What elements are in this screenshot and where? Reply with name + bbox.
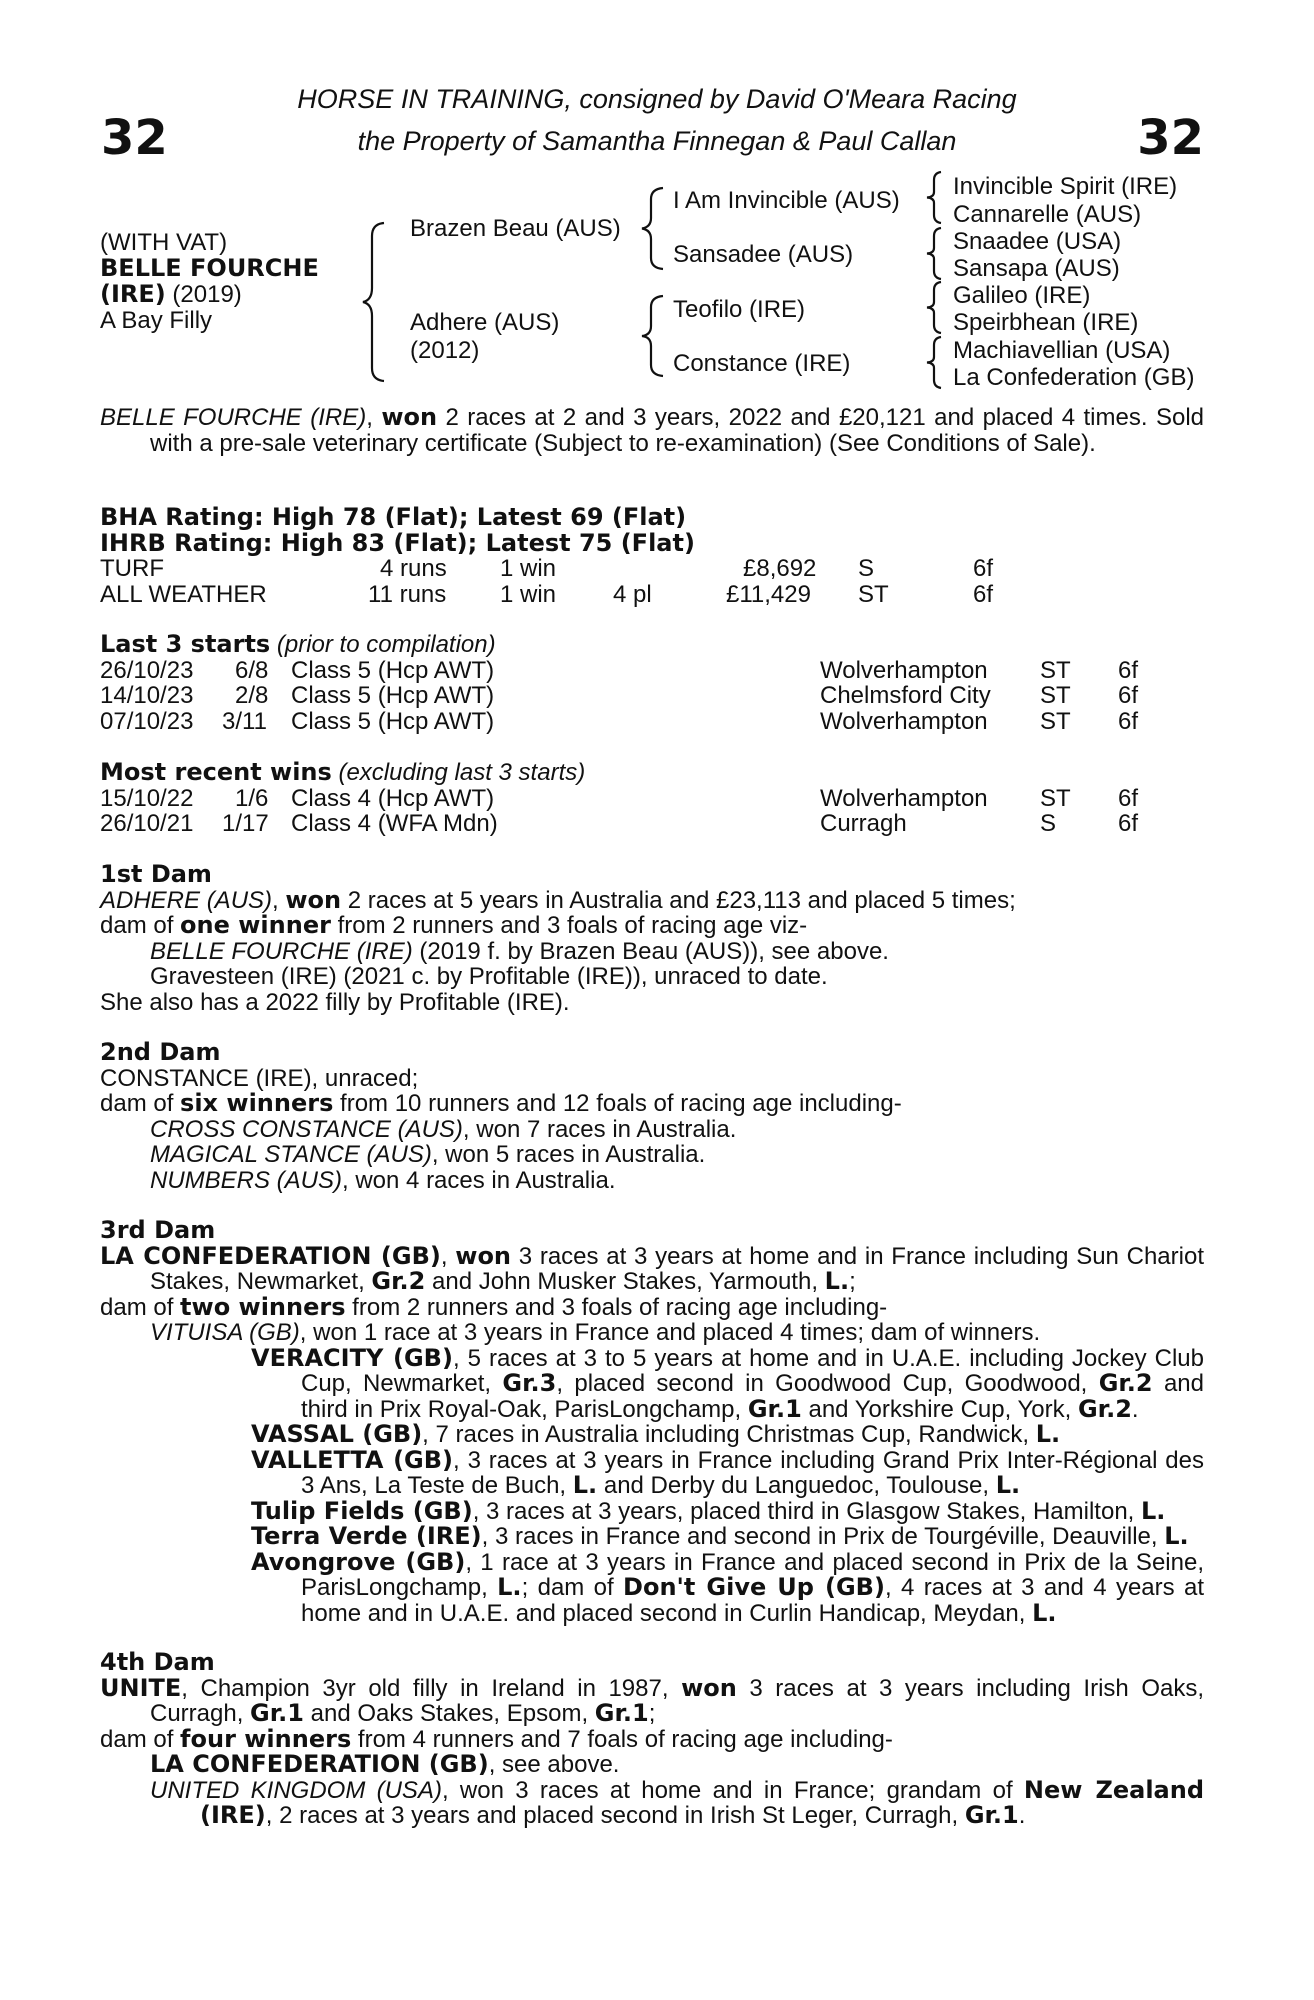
grandproduce-name: Don't Give Up (GB): [623, 1573, 885, 1601]
pedigree-sire-sire: I Am Invincible (AUS): [673, 187, 900, 214]
summary-sale-note: Sold with a pre-sale veterinary certificate (Subject to re-examination) (See Conditions of Sale).: [150, 404, 1205, 457]
second-dam-record: CONSTANCE (IRE), unraced;: [100, 1064, 419, 1092]
record-runs: 11 runs: [368, 580, 447, 608]
produce-record: , 3 races at 3 years, placed third in Glasgow Stakes, Hamilton,: [472, 1497, 1141, 1525]
third-dam-name: LA CONFEDERATION (GB): [100, 1241, 441, 1270]
grandproduce-name: VALLETTA (GB): [251, 1445, 454, 1474]
win-race: Class 4 (WFA Mdn): [291, 810, 498, 837]
record-wins: 1 win: [500, 580, 557, 608]
produce-name: VITUISA (GB): [150, 1319, 300, 1346]
start-distance: 6f: [1118, 707, 1139, 735]
recent-wins-heading: Most recent wins: [100, 758, 332, 786]
start-row: [100, 658, 1204, 684]
group-grade: Gr.1: [250, 1699, 304, 1727]
pedigree-ddd: La Confederation (GB): [953, 364, 1195, 391]
won-label: won: [455, 1241, 512, 1270]
record-prize: £8,692: [743, 555, 817, 582]
horse-description: A Bay Filly: [100, 307, 213, 334]
winners-count: one winner: [180, 911, 331, 939]
fourth-dam-heading: 4th Dam: [100, 1648, 215, 1676]
pedigree-sire-dam: Sansadee (AUS): [673, 241, 854, 268]
produce-name: MAGICAL STANCE (AUS): [150, 1141, 432, 1168]
record-wins: 1 win: [500, 555, 557, 582]
produce-record: and Yorkshire Cup, York,: [801, 1395, 1078, 1423]
horse-origin-year: [100, 282, 242, 308]
win-date: 15/10/22: [100, 784, 194, 812]
group-grade: Gr.2: [1098, 1369, 1153, 1397]
produce-record: , 1 race at 3 years in France and placed second in Prix de la Seine, ParisLongchamp,: [301, 1548, 1204, 1601]
start-race: Class 5 (Hcp AWT): [291, 707, 495, 735]
pedigree-dam: Adhere (AUS): [410, 309, 560, 336]
produce-record: ; dam of: [521, 1574, 624, 1601]
produce-summary: from 2 runners and 3 foals of racing age viz-: [330, 912, 808, 939]
last-starts-heading: Last 3 starts: [100, 630, 271, 658]
start-row: [100, 709, 1204, 735]
win-race: Class 4 (Hcp AWT): [291, 784, 495, 812]
record-distance: 6f: [973, 580, 994, 608]
listed-grade: L.: [1032, 1598, 1057, 1627]
ratings-section: [100, 505, 1204, 607]
last-starts-note: (prior to compilation): [270, 631, 496, 658]
win-going: ST: [1040, 784, 1071, 812]
produce-record: , 7 races in Australia including Christmas Cup, Randwick,: [422, 1421, 1036, 1448]
dam-of-label: dam of: [100, 1293, 181, 1321]
fourth-dam-record: and Oaks Stakes, Epsom,: [303, 1700, 595, 1727]
start-course: Wolverhampton: [820, 707, 988, 735]
group-grade: Gr.1: [747, 1394, 802, 1423]
recent-wins-note: (excluding last 3 starts): [331, 759, 586, 786]
second-dam-section: [100, 1040, 1204, 1193]
start-date: 14/10/23: [100, 682, 194, 709]
additional-produce: She also has a 2022 filly by Profitable (IRE).: [100, 988, 570, 1016]
win-going: S: [1040, 810, 1057, 837]
fourth-dam-record: , Champion 3yr old filly in Ireland in 1987,: [181, 1674, 682, 1702]
produce-record: , 4 races at 3 and 4 years at home and in U.A.E. and placed second in Curlin Handicap, Meydan,: [301, 1574, 1205, 1627]
third-dam-record: 3 races at 3 years at home and in France including Sun Chariot Stakes, Newmarket,: [150, 1242, 1204, 1295]
win-position: 1/17: [222, 810, 269, 837]
record-prize: £11,429: [726, 580, 811, 608]
produce-record: , won 7 races in Australia.: [462, 1115, 737, 1143]
win-distance: 6f: [1118, 810, 1139, 837]
pedigree-dam-dam: Constance (IRE): [673, 350, 851, 377]
listed-grade: L.: [1164, 1522, 1189, 1550]
horse-year: (2019): [165, 281, 242, 308]
start-distance: 6f: [1118, 656, 1139, 684]
win-course: Wolverhampton: [820, 784, 988, 812]
record-surface: TURF: [100, 555, 164, 582]
produce-name: CROSS CONSTANCE (AUS): [150, 1115, 463, 1143]
group-grade: Gr.2: [1077, 1394, 1132, 1423]
won-label: won: [285, 885, 342, 914]
record-placed: 4 pl: [613, 580, 652, 608]
pedigree-sire: Brazen Beau (AUS): [410, 215, 621, 242]
win-row: [100, 811, 1204, 837]
first-dam-section: 1st Dam ADHERE (AUS), won 2 races at 5 years in Australia and £23,113 and placed 5 times; dam of one winner from 2 runners and 3 foals of racing age viz- BELLE FOURCHE (IRE) (2019 f. by Brazen Beau (AUS)), see above. Gravesteen (IRE) (2021 c. by Profitable (IRE)), unraced to date. She also has a 2022 filly by Profitable (IRE).: [100, 862, 1204, 1015]
fourth-dam-name: UNITE: [100, 1673, 182, 1702]
start-position: 6/8: [235, 656, 269, 684]
produce-summary: from 2 runners and 3 foals of racing age including-: [345, 1293, 888, 1321]
produce-summary: from 10 runners and 12 foals of racing age including-: [333, 1090, 902, 1117]
group-grade: Gr.3: [502, 1369, 557, 1397]
produce-name: UNITED KINGDOM (USA): [150, 1776, 442, 1804]
first-dam-name: ADHERE (AUS): [100, 886, 273, 914]
start-going: ST: [1040, 656, 1071, 684]
fourth-dam-section: [100, 1650, 1204, 1829]
grandproduce-name: VASSAL (GB): [251, 1420, 423, 1448]
start-course: Chelmsford City: [820, 682, 991, 709]
third-dam-record: and John Musker Stakes, Yarmouth,: [425, 1268, 825, 1295]
win-position: 1/6: [235, 784, 269, 812]
listed-grade: L.: [995, 1471, 1021, 1499]
separator: ,: [440, 1242, 456, 1270]
won-label: won: [681, 1673, 737, 1702]
listed-grade: L.: [1035, 1420, 1061, 1448]
dam-of-label: dam of: [100, 1090, 181, 1117]
produce-record: , 3 races at 3 years in France including Grand Prix Inter-Régional des 3 Ans, La Teste de Buch,: [301, 1446, 1204, 1499]
grandproduce-name: Avongrove (GB): [251, 1547, 466, 1576]
consignor-line: HORSE IN TRAINING, consigned by David O'Meara Racing: [297, 84, 1017, 114]
listed-grade: L.: [497, 1573, 522, 1601]
win-row: [100, 786, 1204, 812]
grandproduce-name: Terra Verde (IRE): [251, 1522, 482, 1550]
pedigree-bracket-ss: [926, 171, 946, 224]
last-starts-section: [100, 632, 1204, 734]
start-position: 2/8: [235, 682, 269, 709]
summary-horse-name: BELLE FOURCHE (IRE): [100, 404, 367, 431]
lot-number-right: 32: [1137, 110, 1204, 166]
listed-grade: L.: [1141, 1496, 1166, 1525]
fourth-dam-record: 3 races at 3 years including Irish Oaks, Curragh,: [150, 1674, 1204, 1727]
group-grade: Gr.2: [371, 1267, 426, 1295]
winners-count: six winners: [180, 1089, 334, 1117]
pedigree-ssd: Cannarelle (AUS): [953, 201, 1142, 228]
start-race: Class 5 (Hcp AWT): [291, 682, 495, 709]
produce-name: LA CONFEDERATION (GB): [150, 1750, 489, 1778]
record-surface: ALL WEATHER: [100, 580, 267, 608]
third-dam-section: [100, 1218, 1204, 1626]
group-grade: Gr.1: [594, 1699, 649, 1727]
produce-summary: from 4 runners and 7 foals of racing age including-: [351, 1725, 893, 1753]
produce-record: , won 1 race at 3 years in France and placed 4 times; dam of winners.: [299, 1319, 1041, 1346]
punctuation: ;: [849, 1268, 856, 1295]
summary-won: won: [381, 403, 438, 431]
ihrb-rating: IHRB Rating: High 83 (Flat); Latest 75 (Flat): [100, 528, 695, 557]
property-line: the Property of Samantha Finnegan & Paul Callan: [357, 126, 957, 156]
produce-record: , 2 races at 3 years and placed second in Irish St Leger, Curragh,: [265, 1802, 965, 1829]
pedigree-bracket-dam: [641, 295, 671, 377]
horse-country: (IRE): [100, 280, 166, 308]
summary-record: 2 races at 2 and 3 years, 2022 and £20,121 and placed 4 times.: [437, 404, 1148, 431]
produce-record: , 3 races in France and second in Prix de Tourgéville, Deauville,: [481, 1523, 1165, 1550]
punctuation: .: [1131, 1395, 1139, 1423]
listed-grade: L.: [572, 1471, 598, 1499]
pedigree-bracket-ds: [926, 281, 946, 334]
start-distance: 6f: [1118, 682, 1139, 709]
start-date: 07/10/23: [100, 707, 194, 735]
pedigree-dds: Machiavellian (USA): [953, 337, 1171, 364]
race-summary: BELLE FOURCHE (IRE), won 2 races at 2 and 3 years, 2022 and £20,121 and placed 4 times. Sold with a pre-sale veterinary certificate (Subject to re-examination) (See Conditions of Sale).: [100, 403, 1205, 457]
vat-note: (WITH VAT): [100, 229, 228, 256]
pedigree-dam-sire: Teofilo (IRE): [673, 296, 806, 323]
produce-record: , won 3 races at home and in France; grandam of: [441, 1776, 1024, 1804]
pedigree-sds: Snaadee (USA): [953, 228, 1122, 255]
produce-record: , won 4 races in Australia.: [342, 1166, 616, 1194]
first-dam-record: 2 races at 5 years in Australia and £23,113 and placed 5 times;: [341, 886, 1016, 914]
pedigree-bracket-main: [362, 222, 392, 382]
punctuation: .: [1018, 1802, 1026, 1829]
bha-rating: BHA Rating: High 78 (Flat); Latest 69 (Flat): [100, 503, 687, 531]
produce-record: , see above.: [488, 1751, 620, 1778]
grandproduce-name: New Zealand (IRE): [200, 1775, 1205, 1829]
produce-record: and Derby du Languedoc, Toulouse,: [597, 1472, 996, 1499]
record-distance: 6f: [973, 555, 994, 582]
start-row: [100, 683, 1204, 709]
produce-record: , placed second in Goodwood Cup, Goodwood,: [556, 1370, 1099, 1397]
start-going: ST: [1040, 707, 1071, 735]
pedigree-bracket-dd: [926, 336, 946, 389]
pedigree-dss: Galileo (IRE): [953, 282, 1091, 309]
grandproduce-name: VERACITY (GB): [251, 1343, 453, 1372]
grandproduce-name: Tulip Fields (GB): [251, 1496, 473, 1525]
produce-record: , 5 races at 3 to 5 years at home and in U.A.E. including Jockey Club Cup, Newmarket,: [301, 1344, 1204, 1397]
pedigree-sss: Invincible Spirit (IRE): [953, 173, 1178, 200]
record-runs: 4 runs: [380, 555, 447, 582]
winners-count: four winners: [180, 1724, 352, 1753]
first-dam-heading: 1st Dam: [100, 860, 212, 888]
produce-record: and third in Prix Royal-Oak, ParisLongchamp,: [301, 1370, 1205, 1423]
start-position: 3/11: [222, 707, 267, 735]
produce-record: (2019 f. by Brazen Beau (AUS)), see above.: [412, 937, 889, 965]
recent-wins-section: [100, 760, 1204, 837]
record-going: ST: [858, 580, 889, 608]
record-going: S: [858, 555, 875, 582]
produce-entry: Gravesteen (IRE) (2021 c. by Profitable (IRE)), unraced to date.: [150, 963, 828, 990]
second-dam-heading: 2nd Dam: [100, 1038, 221, 1066]
win-course: Curragh: [820, 810, 907, 837]
win-date: 26/10/21: [100, 810, 194, 837]
horse-name: BELLE FOURCHE: [100, 254, 319, 282]
lot-number-left: 32: [101, 110, 168, 166]
pedigree-dsd: Speirbhean (IRE): [953, 309, 1139, 336]
punctuation: ;: [648, 1700, 656, 1727]
produce-name: NUMBERS (AUS): [150, 1166, 343, 1194]
record-row-turf: [100, 556, 1204, 582]
listed-grade: L.: [824, 1267, 850, 1295]
produce-record: , won 5 races in Australia.: [431, 1141, 706, 1168]
record-row-all-weather: [100, 582, 1204, 608]
pedigree-bracket-sire: [641, 187, 671, 270]
produce-name: BELLE FOURCHE (IRE): [150, 937, 413, 965]
win-distance: 6f: [1118, 784, 1139, 812]
start-going: ST: [1040, 682, 1071, 709]
start-date: 26/10/23: [100, 656, 194, 684]
winners-count: two winners: [180, 1292, 346, 1321]
start-race: Class 5 (Hcp AWT): [291, 656, 495, 684]
pedigree-dam-year: (2012): [410, 337, 480, 364]
pedigree-sdd: Sansapa (AUS): [953, 255, 1120, 282]
start-course: Wolverhampton: [820, 656, 988, 684]
dam-of-label: dam of: [100, 1725, 181, 1753]
third-dam-heading: 3rd Dam: [100, 1216, 216, 1244]
pedigree-bracket-sd: [926, 227, 946, 280]
group-grade: Gr.1: [964, 1801, 1019, 1829]
dam-of-label: dam of: [100, 912, 181, 939]
